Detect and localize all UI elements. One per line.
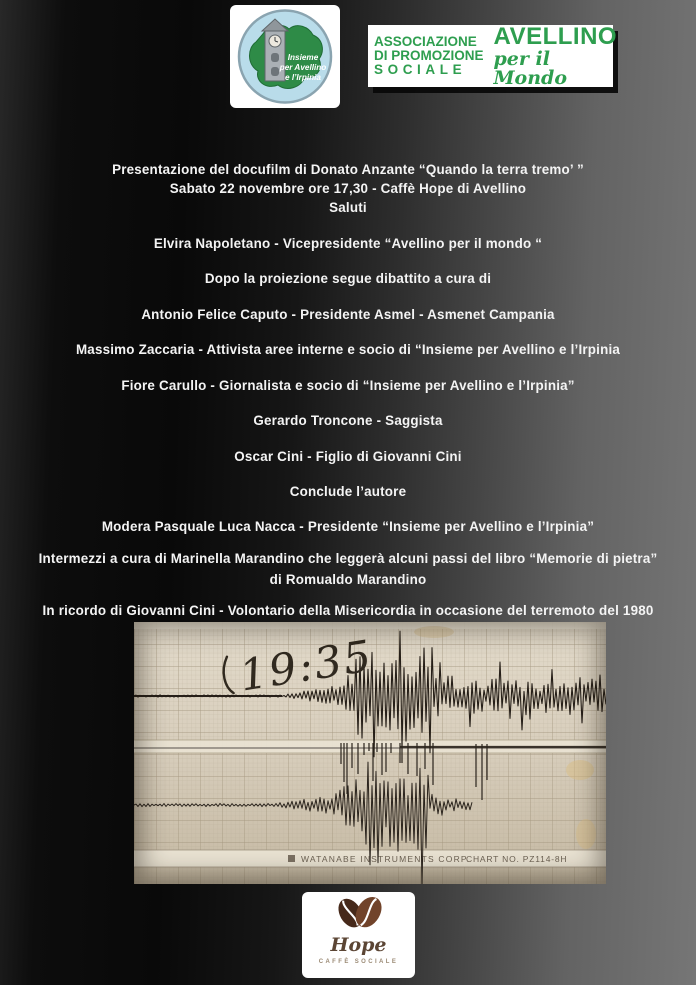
event-line-speaker: Gerardo Troncone - Saggista xyxy=(253,413,443,428)
event-line-title: Presentazione del docufilm di Donato Anzante “Quando la terra tremo’ ” xyxy=(112,162,584,177)
hope-cafe-logo xyxy=(302,892,415,978)
insieme-text-2: per Avellino xyxy=(279,63,327,72)
seismograph-svg xyxy=(134,622,606,884)
seismograph-image xyxy=(134,622,606,884)
event-line-datetime: Sabato 22 novembre ore 17,30 - Caffè Hope di Avellino xyxy=(169,181,527,196)
aps-brand xyxy=(493,22,618,89)
coffee-beans-heart-icon xyxy=(331,892,387,938)
handwritten-time-text: 19:35 xyxy=(236,631,377,702)
insieme-text-3: e l’Irpinia xyxy=(285,73,321,82)
aps-line-1: ASSOCIAZIONE xyxy=(374,33,477,49)
aps-line-2: DI PROMOZIONE xyxy=(374,47,484,63)
event-line-moderator: Modera Pasquale Luca Nacca - Presidente “Insieme per Avellino e l’Irpinia” xyxy=(101,519,595,534)
event-line-dedication: In ricordo di Giovanni Cini - Volontario della Misericordia in occasione del terremoto del 1980 xyxy=(42,603,654,618)
seismograph-chart-number: CHART NO. PZ114-8H xyxy=(466,854,568,864)
event-line-speaker: Elvira Napoletano - Vicepresidente “Avellino per il mondo “ xyxy=(153,236,543,251)
event-line-intermezzi: Intermezzi a cura di Marinella Marandino che leggerà alcuni passi del libro “Memorie di pietra” di Romualdo Marandino xyxy=(38,551,658,587)
event-line-intro: Dopo la proiezione segue dibattito a cura di xyxy=(204,271,492,286)
seismograph-maker-label: WATANABE INSTRUMENTS CORP. xyxy=(301,854,471,864)
insieme-text-1: Insieme xyxy=(287,53,319,62)
aps-line-3: SOCIALE xyxy=(374,62,467,78)
aps-logo xyxy=(368,22,618,89)
aps-title: AVELLINO xyxy=(493,22,618,50)
insieme-logo-icon xyxy=(230,5,340,108)
event-line-speaker: Oscar Cini - Figlio di Giovanni Cini xyxy=(234,449,462,464)
hope-name: Hope xyxy=(330,934,387,956)
event-line-saluti: Saluti xyxy=(329,200,367,215)
event-line-speaker: Massimo Zaccaria - Attivista aree interne e socio di “Insieme per Avellino e l’Irpinia xyxy=(75,342,621,357)
event-line-conclusion: Conclude l’autore xyxy=(289,484,407,499)
insieme-logo xyxy=(230,5,340,108)
hope-subtitle: CAFFÈ SOCIALE xyxy=(318,959,399,965)
event-line-speaker: Antonio Felice Caputo - Presidente Asmel - Asmenet Campania xyxy=(141,307,555,322)
event-line-speaker: Fiore Carullo - Giornalista e socio di “Insieme per Avellino e l’Irpinia” xyxy=(121,378,575,393)
aps-subtitle: per il Mondo xyxy=(493,47,567,89)
aps-association-name xyxy=(374,35,484,77)
